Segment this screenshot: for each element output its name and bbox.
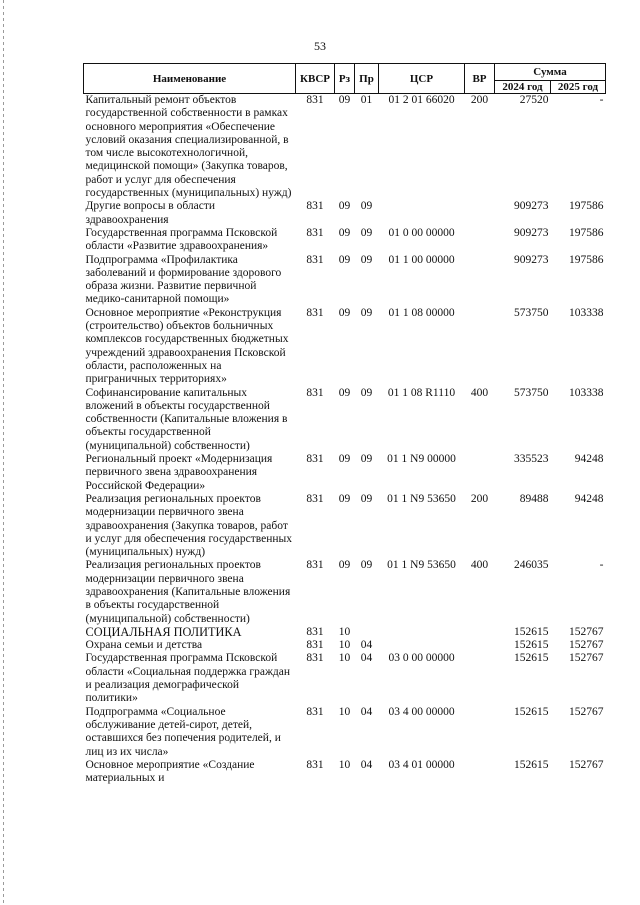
cell-vr	[465, 759, 495, 786]
cell-name: СОЦИАЛЬНАЯ ПОЛИТИКА	[85, 624, 242, 639]
cell-rz: 10	[338, 652, 351, 665]
cell-name: Государственная программа Псковской области «Развитие здравоохранения»	[85, 226, 278, 253]
cell-vr: 400	[470, 559, 489, 572]
cell-vr	[465, 652, 495, 705]
cell-sum-2025: 94248	[574, 453, 604, 466]
cell-sum-2025: 152767	[569, 625, 604, 638]
cell-vr	[465, 453, 495, 493]
cell-csr: 01 2 01 66020	[388, 94, 455, 106]
cell-name: Реализация региональных проектов модернизации первичного звена здравоохранения (Закупка товаров, работ и услуг для обеспечения государственных (муниципальных) нужд)	[85, 492, 293, 559]
cell-vr	[465, 227, 495, 254]
cell-pr: 09	[360, 253, 373, 266]
cell-csr	[379, 200, 465, 227]
cell-name: Реализация региональных проектов модернизации первичного звена здравоохранения (Капитальные вложения в объекты государственной (муниципальной) собственности)	[85, 559, 291, 625]
cell-kvsr: 831	[306, 492, 324, 505]
cell-name: Региональный проект «Модернизация первичного звена здравоохранения Российской Федерации»	[85, 453, 273, 492]
cell-kvsr: 831	[306, 652, 324, 665]
cell-kvsr: 831	[306, 639, 324, 652]
cell-pr: 04	[360, 758, 373, 771]
table-row	[84, 227, 606, 254]
cell-sum-2025: 103338	[569, 386, 604, 399]
cell-sum-2025: -	[599, 559, 604, 572]
cell-rz: 09	[338, 492, 351, 505]
cell-sum-2024: 152615	[514, 625, 549, 638]
cell-pr: 09	[360, 492, 373, 505]
cell-pr: 04	[360, 652, 373, 665]
cell-sum-2024: 335523	[514, 453, 549, 466]
cell-name: Подпрограмма «Профилактика заболеваний и формирование здорового образа жизни. Развитие первичной медико-санитарной помощи»	[85, 253, 282, 306]
cell-csr: 03 4 00 00000	[388, 705, 455, 718]
cell-rz: 09	[338, 94, 351, 106]
cell-kvsr: 831	[306, 94, 324, 106]
header-kvsr: КВСР	[296, 64, 335, 94]
cell-pr: 09	[360, 200, 373, 213]
cell-csr: 01 1 N9 53650	[387, 559, 456, 572]
cell-pr: 01	[360, 94, 373, 106]
cell-vr	[465, 626, 495, 639]
cell-sum-2025: 197586	[569, 253, 604, 266]
header-year-2024: 2024 год	[495, 81, 551, 94]
budget-table	[83, 63, 606, 785]
table-row	[84, 652, 606, 705]
table-row	[84, 639, 606, 652]
cell-csr: 01 1 N9 00000	[387, 453, 456, 466]
cell-vr: 200	[470, 492, 489, 505]
cell-sum-2024: 152615	[514, 652, 549, 665]
cell-rz: 09	[338, 200, 351, 213]
cell-sum-2024: 89488	[519, 492, 549, 505]
cell-csr: 01 1 08 00000	[388, 306, 455, 319]
table-row	[84, 453, 606, 493]
table-row	[84, 254, 606, 307]
table-row	[84, 200, 606, 227]
cell-name: Основное мероприятие «Реконструкция (строительство) объектов больничных комплексов государственных бюджетных учреждений здравоохранения Псковской области, расположенных на приграничных территориях»	[85, 306, 289, 386]
header-name: Наименование	[84, 64, 296, 94]
table-row	[84, 94, 606, 201]
cell-kvsr: 831	[306, 758, 324, 771]
page-number: 53	[314, 39, 326, 53]
cell-name: Другие вопросы в области здравоохранения	[85, 200, 216, 226]
cell-vr: 200	[470, 94, 489, 106]
cell-pr: 09	[360, 559, 373, 572]
cell-kvsr: 831	[306, 226, 324, 239]
cell-kvsr: 831	[306, 306, 324, 319]
cell-sum-2024: 27520	[519, 94, 549, 106]
cell-kvsr: 831	[306, 625, 324, 638]
cell-sum-2024: 573750	[514, 386, 549, 399]
cell-pr: 04	[360, 639, 373, 652]
cell-sum-2024: 152615	[514, 639, 549, 652]
cell-kvsr: 831	[306, 453, 324, 466]
cell-rz: 10	[338, 758, 351, 771]
cell-sum-2024: 573750	[514, 306, 549, 319]
table-row	[84, 387, 606, 453]
cell-csr: 01 0 00 00000	[388, 226, 455, 239]
cell-sum-2024: 909273	[514, 226, 549, 239]
cell-sum-2025: 152767	[569, 639, 604, 652]
cell-rz: 09	[338, 253, 351, 266]
cell-name: Основное мероприятие «Создание материальных и	[85, 758, 255, 785]
cell-sum-2024: 152615	[514, 758, 549, 771]
cell-csr: 01 1 N9 53650	[387, 492, 456, 505]
cell-sum-2024: 152615	[514, 705, 549, 718]
table-row	[84, 559, 606, 625]
cell-rz: 09	[338, 386, 351, 399]
table-row	[84, 493, 606, 559]
cell-vr	[465, 706, 495, 759]
cell-kvsr: 831	[306, 253, 324, 266]
cell-csr: 03 0 00 00000	[388, 652, 455, 665]
cell-name: Охрана семьи и детства	[85, 639, 203, 652]
cell-csr	[379, 639, 465, 652]
cell-sum-2025: 197586	[569, 200, 604, 213]
cell-rz: 10	[338, 639, 351, 652]
header-csr: ЦСР	[379, 64, 465, 94]
cell-csr: 03 4 01 00000	[388, 758, 455, 771]
cell-sum-2025: 197586	[569, 226, 604, 239]
cell-pr: 09	[360, 306, 373, 319]
header-vr: ВР	[465, 64, 495, 94]
cell-sum-2024: 909273	[514, 200, 549, 213]
cell-vr	[465, 200, 495, 227]
header-pr: Пр	[355, 64, 379, 94]
cell-pr: 09	[360, 226, 373, 239]
cell-kvsr: 831	[306, 559, 324, 572]
header-sum: Сумма	[495, 64, 606, 81]
cell-vr	[465, 254, 495, 307]
cell-name: Софинансирование капитальных вложений в объекты государственной собственности (Капитальные вложения в объекты государственной (муниципальной) собственности)	[85, 386, 288, 452]
cell-name: Подпрограмма «Социальное обслуживание детей-сирот, детей, оставшихся без попечения родителей, и лиц из их числа»	[85, 705, 281, 758]
cell-sum-2024: 246035	[514, 559, 549, 572]
cell-rz: 09	[338, 226, 351, 239]
cell-kvsr: 831	[306, 386, 324, 399]
cell-kvsr: 831	[306, 705, 324, 718]
cell-rz: 09	[338, 453, 351, 466]
cell-sum-2025: 152767	[569, 652, 604, 665]
cell-sum-2025: 152767	[569, 705, 604, 718]
table-body	[84, 94, 606, 786]
cell-kvsr: 831	[306, 200, 324, 213]
cell-vr	[465, 639, 495, 652]
cell-name: Капитальный ремонт объектов государственной собственности в рамках основного мероприятия «Обеспечение условий оказания специализированной, в том числе высокотехнологичной, медицинской помощи» (Закупка товаров, работ и услуг для обеспечения государственных (муниципальных) нужд)	[85, 94, 292, 200]
cell-vr: 400	[470, 386, 489, 399]
header-rz: Рз	[335, 64, 355, 94]
cell-pr: 09	[360, 453, 373, 466]
cell-sum-2025: -	[599, 94, 604, 106]
table-row	[84, 706, 606, 759]
cell-sum-2025: 152767	[569, 758, 604, 771]
cell-csr: 01 1 08 R1110	[387, 386, 456, 399]
table-row	[84, 759, 606, 786]
cell-rz: 10	[338, 625, 351, 638]
scan-left-edge	[3, 0, 4, 905]
cell-rz: 10	[338, 705, 351, 718]
cell-sum-2025: 103338	[569, 306, 604, 319]
cell-pr	[355, 626, 379, 639]
cell-vr	[465, 307, 495, 387]
cell-rz: 09	[338, 306, 351, 319]
header-year-2025: 2025 год	[551, 81, 606, 94]
cell-sum-2024: 909273	[514, 253, 549, 266]
table-row	[84, 307, 606, 387]
table-row	[84, 626, 606, 639]
cell-pr: 09	[360, 386, 373, 399]
cell-rz: 09	[338, 559, 351, 572]
table-header	[84, 64, 606, 94]
cell-pr: 04	[360, 705, 373, 718]
cell-csr: 01 1 00 00000	[388, 253, 455, 266]
cell-csr	[379, 626, 465, 639]
cell-name: Государственная программа Псковской области «Социальная поддержка граждан и реализация демографической политики»	[85, 652, 291, 705]
cell-sum-2025: 94248	[574, 492, 604, 505]
